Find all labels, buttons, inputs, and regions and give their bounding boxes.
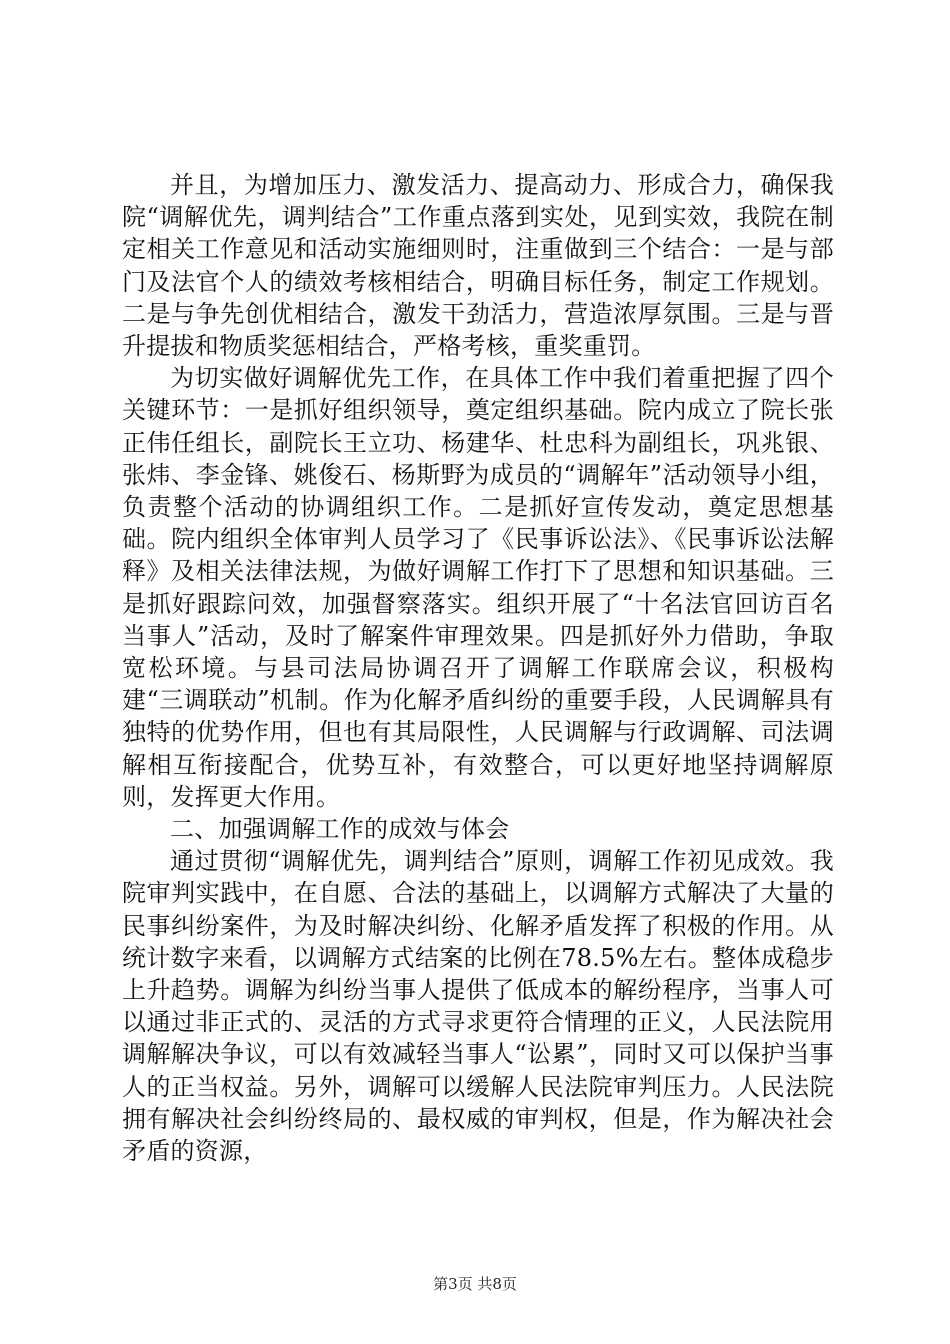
paragraph-results: 通过贯彻“调解优先，调判结合”原则，调解工作初见成效。我院审判实践中，在自愿、合法的基础上，以调解方式解决了大量的民事纠纷案件，为及时解决纠纷、化解矛盾发挥了积极的作用。从统计数字来看，以调解方式结案的比例在78.5%左右。整体成稳步上升趋势。调解为纠纷当事人提供了低成本的解纷程序，当事人可以通过非正式的、灵活的方式寻求更符合情理的正义，人民法院用调解解决争议，可以有效减轻当事人“讼累”，同时又可以保护当事人的正当权益。另外，调解可以缓解人民法院审判压力。人民法院拥有解决社会纠纷终局的、最权威的审判权，但是，作为解决社会矛盾的资源，: [122, 847, 834, 1166]
section-heading-results: 二、加强调解工作的成效与体会: [170, 815, 510, 844]
paragraph-key-links: 为切实做好调解优先工作，在具体工作中我们着重把握了四个关键环节：一是抓好组织领导，奠定组织基础。院内成立了院长张正伟任组长，副院长王立功、杨建华、杜忠科为副组长，巩兆银、张炜、李金锋、姚俊石、杨斯野为成员的“调解年”活动领导小组，负责整个活动的协调组织工作。二是抓好宣传发动，奠定思想基础。院内组织全体审判人员学习了《民事诉讼法》、《民事诉讼法解释》及相关法律法规，为做好调解工作打下了思想和知识基础。三是抓好跟踪问效，加强督察落实。组织开展了“十名法官回访百名当事人”活动，及时了解案件审理效果。四是抓好外力借助，争取宽松环境。与县司法局协调召开了调解工作联席会议，积极构建“三调联动”机制。作为化解矛盾纠纷的重要手段，人民调解具有独特的优势作用，但也有其局限性，人民调解与行政调解、司法调解相互衔接配合，优势互补，有效整合，可以更好地坚持调解原则，发挥更大作用。: [122, 364, 834, 811]
page-number-footer: 第3页 共8页: [433, 1275, 517, 1293]
paragraph-pressure-mechanism: 并且，为增加压力、激发活力、提高动力、形成合力，确保我院“调解优先，调判结合”工作重点落到实处，见到实效，我院在制定相关工作意见和活动实施细则时，注重做到三个结合：一是与部门及法官个人的绩效考核相结合，明确目标任务，制定工作规划。二是与争先创优相结合，激发干劲活力，营造浓厚氛围。三是与晋升提拔和物质奖惩相结合，严格考核，重奖重罚。: [122, 171, 834, 361]
document-body: [122, 169, 834, 1167]
